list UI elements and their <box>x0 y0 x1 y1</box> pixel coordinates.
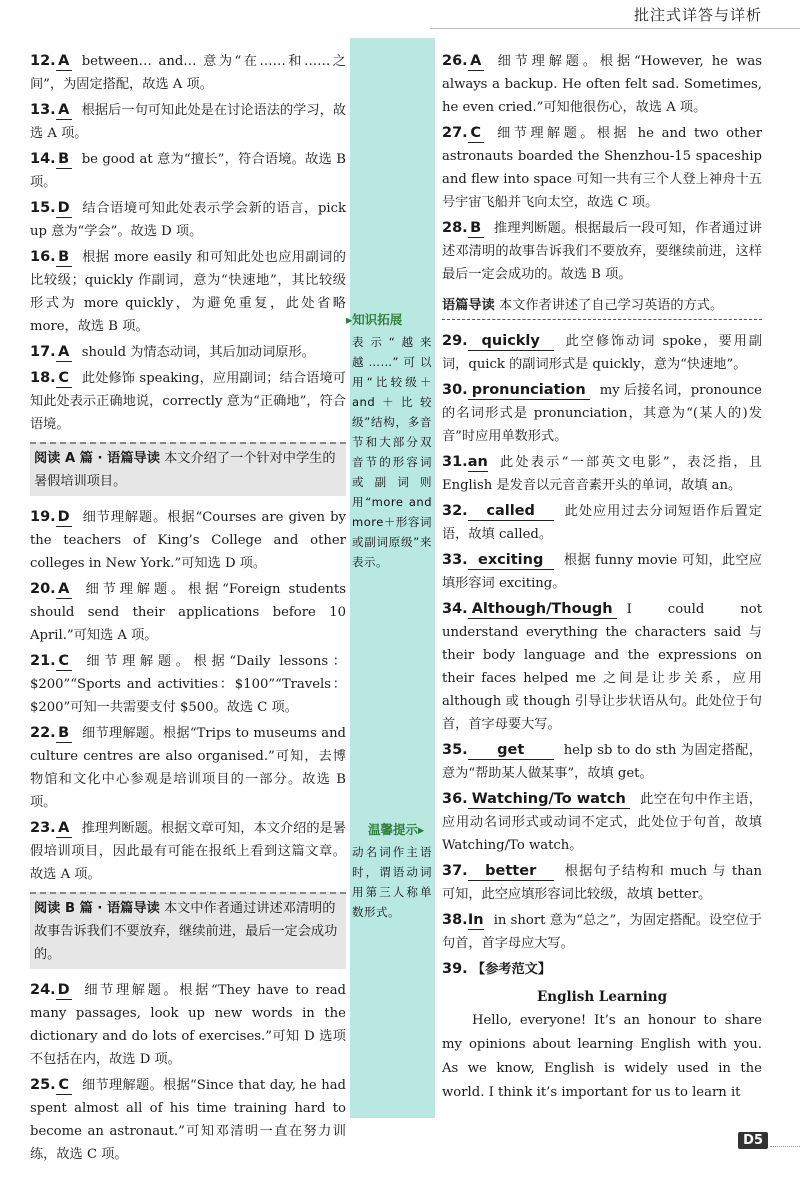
reading-guide-a <box>30 442 346 496</box>
answer-item <box>30 817 346 886</box>
explanation-text: 此空在句中作主语，应用动名词形式或动词不定式，此处位于句首，故填 Watching/To watch。 <box>442 792 762 853</box>
tip-reminder-body: 动名词作主语时，谓语动词用第三人称单数形式。 <box>352 845 432 919</box>
answer-key: D <box>57 982 70 998</box>
explanation-text: 细节理解题。根据“Since that day, he had spent almost all of his time training hard to become an astronaut.”可知邓清明一直在努力训练，故选 C 项。 <box>30 1078 346 1162</box>
explanation-text: be good at 意为“擅长”，符合语境。故选 B 项。 <box>30 152 346 190</box>
left-column <box>30 50 346 1169</box>
item-number: 22. <box>30 725 56 741</box>
answer-list-d <box>442 50 762 286</box>
item-number: 34. <box>442 601 468 617</box>
answer-key: B <box>56 150 72 169</box>
explanation-text: 根据句子结构和 much 与 than 可知，此空应填形容词比较级，故填 better。 <box>442 864 762 902</box>
item-number: 19. <box>30 509 56 525</box>
guide-label: 阅读 B 篇 · 语篇导读 <box>34 901 160 916</box>
item-number: 27. <box>442 125 468 141</box>
item-number: 37. <box>442 863 468 879</box>
answer-item <box>442 122 762 214</box>
answer-key: quickly <box>468 332 554 351</box>
item-number: 20. <box>30 581 56 597</box>
answer-key: C <box>56 652 72 671</box>
item-number: 32. <box>442 503 468 519</box>
answer-item <box>30 197 346 243</box>
item-number: 33. <box>442 552 468 568</box>
explanation-text: in short 意为“总之”，为固定搭配。设空位于句首，首字母应大写。 <box>442 913 762 951</box>
answer-item <box>442 50 762 119</box>
tip-knowledge-body: 表示“越来越……”可以用“比较级＋and＋比较级”结构，多音节和大部分双音节的形容词或副词则用“more and more＋形容词或副词原级”来表示。 <box>352 335 432 569</box>
answer-item <box>442 330 762 376</box>
explanation-text: 细节理解题。根据 he and two other astronauts boarded the Shenzhou-15 spaceship and flew into space 可知一共有三个人登上神舟十五号宇宙飞船并飞向太空，故选 C 项。 <box>442 126 762 210</box>
answer-key: called <box>468 502 554 521</box>
right-column <box>442 50 762 1105</box>
explanation-text: 此处修饰 speaking，应用副词；结合语境可知此处表示正确地说，correctly 意为“正确地”，符合语境。 <box>30 371 346 432</box>
explanation-text: 细节理解题。根据“However, he was always a backup. He often felt sad. Sometimes, he even cried.”可知他很伤心，故选 A 项。 <box>442 54 762 115</box>
answer-item <box>30 367 346 436</box>
tip-knowledge-label: 知识拓展 <box>352 312 403 327</box>
answer-key: get <box>468 741 554 760</box>
guide-label: 阅读 A 篇 · 语篇导读 <box>34 451 160 466</box>
answer-item <box>30 148 346 194</box>
answer-item <box>30 1074 346 1166</box>
answer-key: In <box>467 912 484 928</box>
answer-item <box>30 506 346 575</box>
explanation-text: 结合语境可知此处表示学会新的语言，pick up 意为“学会”。故选 D 项。 <box>30 201 346 239</box>
answer-item <box>442 549 762 595</box>
item-number: 25. <box>30 1077 56 1093</box>
essay-body: Hello, everyone! It’s an honour to share my opinions about learning English with you. As we know, English is widely used in the world. I think it’s important for us to learn it <box>442 1013 762 1100</box>
answer-item <box>442 500 762 546</box>
explanation-text: 根据 funny movie 可知，此空应填形容词 exciting。 <box>442 553 762 591</box>
explanation-text: 推理判断题。根据最后一段可知，作者通过讲述邓清明的故事告诉我们不要放弃，要继续前进，这样最后一定会成功的。故选 B 项。 <box>442 221 762 282</box>
answer-key: B <box>468 219 484 238</box>
explanation-text: 细节理解题。根据“Foreign students should send their applications before 10 April.”可知选 A 项。 <box>30 582 346 643</box>
page-header-title: 批注式详答与详析 <box>633 6 762 24</box>
explanation-text: 此空修饰动词 spoke，要用副词，quick 的副词形式是 quickly，意为“快速地”。 <box>442 334 762 372</box>
explanation-text: 根据后一句可知此处是在讨论语法的学习，故选 A 项。 <box>30 103 346 141</box>
explanation-text: I could not understand everything the characters said 与 their body language and the expressions on their faces helped me 之间是让步关系，应用 although 或 though 引导让步状语从句。此处位于句首，首字母要大写。 <box>442 602 762 732</box>
explanation-text: 细节理解题。根据“They have to read many passages, look up new words in the dictionary and do lots of exercises.”可知 D 选项不包括在内，故选 D 项。 <box>30 983 346 1067</box>
answer-item <box>30 722 346 814</box>
dotted-divider <box>770 1146 800 1147</box>
answer-list-b <box>30 506 346 886</box>
answer-item <box>442 598 762 736</box>
guide-label: 语篇导读 <box>442 298 495 313</box>
arrow-icon: ▸ <box>346 312 353 327</box>
annotation-sidebar <box>350 38 435 1118</box>
answer-key: Watching/To watch <box>468 790 630 809</box>
item-number: 35. <box>442 742 468 758</box>
header-rule <box>430 28 800 29</box>
item-number: 12. <box>30 53 56 69</box>
answer-item <box>30 246 346 338</box>
essay-label: 【参考范文】 <box>471 962 552 977</box>
answer-list-e <box>442 330 762 955</box>
answer-key: D <box>57 509 70 525</box>
explanation-text: 此处表示“一部英文电影”，表泛指，且 English 是发音以元音音素开头的单词，故填 an。 <box>442 455 762 493</box>
explanation-text: my 后接名词，pronounce 的名词形式是 pronunciation，其意为“(某人的)发音”时应用单数形式。 <box>442 383 762 444</box>
item-number: 14. <box>30 151 56 167</box>
guide-text: 本文中作者通过讲述邓清明的故事告诉我们不要放弃，继续前进，最后一定会成功的。 <box>34 901 338 962</box>
page-number: D5 <box>738 1132 768 1149</box>
answer-item <box>442 909 762 955</box>
item-number: 39. <box>442 961 468 977</box>
answer-item <box>30 341 346 364</box>
answer-item <box>442 739 762 785</box>
answer-item <box>30 578 346 647</box>
item-number: 29. <box>442 333 468 349</box>
item-number: 38. <box>442 912 468 928</box>
item-number: 36. <box>442 791 468 807</box>
explanation-text: help sb to do sth 为固定搭配，意为“帮助某人做某事”，故填 get。 <box>442 743 762 781</box>
guide-text: 本文介绍了一个针对中学生的暑假培训项目。 <box>34 451 336 489</box>
answer-key: A <box>56 819 72 838</box>
answer-key: B <box>56 248 72 267</box>
tip-reminder-label: 温馨提示 <box>368 822 419 837</box>
essay-title: English Learning <box>536 989 668 1005</box>
item-number: 18. <box>30 370 56 386</box>
answer-list-c <box>30 979 346 1166</box>
answer-item <box>30 979 346 1071</box>
explanation-text: should 为情态动词，其后加动词原形。 <box>81 345 315 360</box>
answer-key: exciting <box>468 551 554 570</box>
answer-item <box>442 788 762 857</box>
answer-item <box>442 860 762 906</box>
answer-item <box>442 217 762 286</box>
answer-key: A <box>468 52 484 71</box>
item-number: 17. <box>30 344 56 360</box>
answer-key: A <box>56 580 72 599</box>
explanation-text: 细节理解题。根据“Trips to museums and culture centres are also organised.”可知，去博物馆和文化中心参观是培训项目的一部分。故选 B 项。 <box>30 726 346 810</box>
tip-knowledge-heading <box>346 310 402 328</box>
item-number: 28. <box>442 220 468 236</box>
guide-text: 本文作者讲述了自己学习英语的方式。 <box>498 298 724 313</box>
reading-guide-c <box>442 292 762 320</box>
answer-key: C <box>56 369 72 388</box>
answer-item <box>30 99 346 145</box>
answer-key: better <box>468 862 554 881</box>
answer-key: Although/Though <box>468 600 617 619</box>
item-number: 21. <box>30 653 56 669</box>
item-number: 15. <box>30 200 56 216</box>
answer-key: A <box>56 343 72 362</box>
explanation-text: 细节理解题。根据“Daily lessons：$200”“Sports and activities：$100”“Travels：$200”可知一共需要支付 $500。故选 C 项。 <box>30 654 346 715</box>
explanation-text: 此处应用过去分词短语作后置定语，故填 called。 <box>442 504 762 542</box>
answer-item <box>30 50 346 96</box>
essay-heading <box>442 958 762 981</box>
explanation-text: 推理判断题。根据文章可知，本文介绍的是暑假培训项目，因此最有可能在报纸上看到这篇文章。故选 A 项。 <box>30 821 346 882</box>
item-number: 13. <box>30 102 56 118</box>
answer-key: D <box>57 200 70 216</box>
arrow-icon: ▸ <box>418 822 425 837</box>
answer-key: A <box>56 52 72 71</box>
answer-key: an <box>467 454 488 470</box>
explanation-text: 细节理解题。根据“Courses are given by the teachers of King’s College and other colleges in New York.”可知选 D 项。 <box>30 510 346 571</box>
answer-key: C <box>468 124 484 143</box>
item-number: 26. <box>442 53 468 69</box>
answer-list-a <box>30 50 346 436</box>
tip-reminder-heading <box>368 820 424 838</box>
answer-item <box>30 650 346 719</box>
answer-item <box>442 451 762 497</box>
reading-guide-b <box>30 892 346 969</box>
answer-item <box>442 379 762 448</box>
item-number: 30. <box>442 382 468 398</box>
answer-key: A <box>56 101 72 120</box>
explanation-text: 根据 more easily 和可知此处也应用副词的比较级；quickly 作副词，意为“快速地”，其比较级形式为 more quickly，为避免重复，此处省略 more，故选 B 项。 <box>30 250 346 334</box>
item-number: 24. <box>30 982 56 998</box>
answer-key: C <box>56 1076 72 1095</box>
answer-key: pronunciation <box>468 381 590 400</box>
explanation-text: between… and… 意为“在……和……之间”，为固定搭配，故选 A 项。 <box>30 54 346 92</box>
item-number: 16. <box>30 249 56 265</box>
answer-key: B <box>56 724 72 743</box>
item-number: 23. <box>30 820 56 836</box>
item-number: 31. <box>442 454 468 470</box>
